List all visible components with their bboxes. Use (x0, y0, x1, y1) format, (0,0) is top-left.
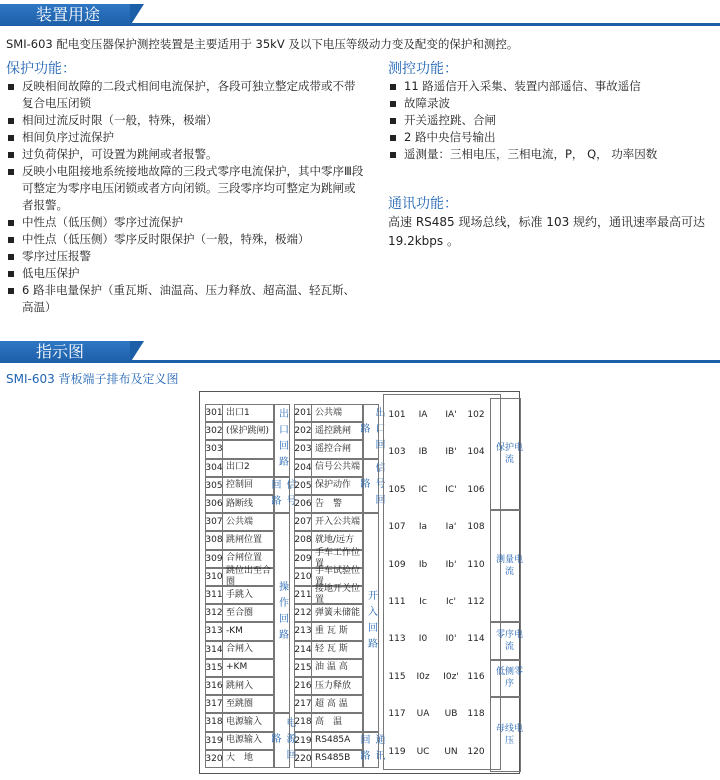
terminal-number: 202 (294, 422, 312, 440)
terminal-signal: UN (444, 746, 458, 757)
terminal-number: 119 (388, 746, 406, 757)
terminal-label: 压力释放 (311, 677, 363, 695)
terminal-number: 102 (467, 410, 485, 420)
terminal-number: 207 (294, 513, 312, 531)
terminal-label: 信号公共端 (311, 459, 363, 477)
terminal-number: 309 (205, 550, 223, 568)
terminal-signal: Ib' (445, 559, 457, 570)
terminal-label: RS485A (311, 732, 363, 750)
terminal-label: 公共端 (311, 404, 363, 422)
list-item: 故障录波 (388, 95, 708, 112)
comm-text: 高速 RS485 现场总线，标准 103 规约，通讯速率最高可达 19.2kbps 。 (388, 215, 706, 248)
terminal-signal: Ic' (445, 597, 457, 607)
terminal-label: 控制回 (222, 477, 274, 495)
terminal-label: 油 温 高 (311, 659, 363, 677)
terminal-signal: UB (444, 709, 458, 720)
section-title: 装置用途 (0, 4, 130, 26)
group-label: 母线电压 (495, 723, 523, 746)
list-item: 6 路非电量保护（重瓦斯、油温高、压力释放、超高温、轻瓦斯、高温） (6, 282, 366, 316)
terminal-label: 遥控合闸 (311, 440, 363, 458)
group-label: 开入回路 (363, 513, 379, 731)
terminal-number: 307 (205, 513, 223, 531)
terminal-label: 合闸入 (222, 641, 274, 659)
group-label: 保护电流 (495, 443, 523, 466)
terminal-number: 203 (294, 440, 312, 458)
terminal-number: 113 (388, 634, 406, 645)
group-label: 电源回路 (274, 713, 290, 768)
section-header-diagram (0, 341, 720, 363)
terminal-number: 220 (294, 750, 312, 768)
terminal-label: 告 警 (311, 495, 363, 513)
terminal-label: 至合圈 (222, 604, 274, 622)
terminal-label: 高 温 (311, 713, 363, 731)
terminal-label: 手车工作位置 (311, 550, 363, 568)
terminal-label: 跳闸入 (222, 677, 274, 695)
measure-list (388, 78, 708, 163)
protection-heading: 保护功能： (6, 61, 76, 77)
terminal-number: 201 (294, 404, 312, 422)
terminal-number: 118 (467, 709, 485, 720)
terminal-number: 104 (467, 447, 485, 458)
terminal-number: 217 (294, 695, 312, 713)
terminal-signal: IB (418, 447, 428, 458)
terminal-number: 317 (205, 695, 223, 713)
terminal-label: 大 地 (222, 750, 274, 768)
list-item: 反映小电阻接地系统接地故障的三段式零序电流保护，其中零序Ⅲ段可整定为零序电压闭锁或者方向闭锁。三段零序均可整定为跳闸或者报警。 (6, 163, 366, 214)
terminal-signal: IA' (445, 410, 457, 420)
terminal-number: 211 (294, 586, 312, 604)
terminal-label: -KM (222, 622, 274, 640)
terminal-diagram (199, 391, 523, 774)
terminal-label: 超 高 温 (311, 695, 363, 713)
terminal-number: 215 (294, 659, 312, 677)
terminal-signal: IB' (445, 447, 457, 458)
terminal-label: +KM (222, 659, 274, 677)
group-label: 零序电流 (495, 630, 523, 653)
terminal-number: 205 (294, 477, 312, 495)
terminal-number: 214 (294, 641, 312, 659)
terminal-number: 219 (294, 732, 312, 750)
terminal-number: 210 (294, 568, 312, 586)
terminal-number: 216 (294, 677, 312, 695)
terminal-number: 117 (388, 709, 406, 720)
terminal-number: 304 (205, 459, 223, 477)
terminal-signal: Ib (418, 559, 428, 570)
section-title: 指示图 (0, 341, 130, 363)
terminal-signal: Ia' (445, 522, 457, 533)
terminal-number: 218 (294, 713, 312, 731)
terminal-number: 114 (467, 634, 485, 645)
terminal-number: 306 (205, 495, 223, 513)
terminal-label: 出口1 (222, 404, 274, 422)
terminal-signal: IC' (445, 484, 457, 495)
terminal-label: 电源输入 (222, 732, 274, 750)
terminal-number: 316 (205, 677, 223, 695)
section-header-purpose (0, 4, 720, 26)
terminal-label: RS485B (311, 750, 363, 768)
protection-list (6, 78, 366, 316)
terminal-number: 313 (205, 622, 223, 640)
terminal-number: 120 (467, 746, 485, 757)
terminal-number: 315 (205, 659, 223, 677)
terminal-signal: I0z' (443, 671, 459, 682)
list-item: 11 路遥信开入采集、装置内部遥信、事故遥信 (388, 78, 708, 95)
terminal-number: 109 (388, 559, 406, 570)
terminal-signal: Ic (419, 597, 427, 607)
terminal-label: 重 瓦 斯 (311, 622, 363, 640)
terminal-number: 116 (467, 671, 485, 682)
terminal-number: 301 (205, 404, 223, 422)
list-item: 中性点（低压侧）零序过流保护 (6, 214, 366, 231)
terminal-signal: I0z (416, 671, 430, 682)
group-label: 信号回路 (363, 459, 379, 514)
terminal-number: 213 (294, 622, 312, 640)
terminal-signal: Ia (418, 522, 428, 533)
terminal-label: 保护动作 (311, 477, 363, 495)
comm-heading: 通讯功能： (388, 196, 458, 212)
terminal-label: 就地/远方 (311, 531, 363, 549)
list-item: 相间过流反时限（一般，特殊，极端） (6, 112, 366, 129)
terminal-number: 319 (205, 732, 223, 750)
terminal-number: 101 (388, 410, 406, 420)
terminal-label: 开入公共端 (311, 513, 363, 531)
group-label: 出口回路 (274, 404, 290, 477)
terminal-number: 318 (205, 713, 223, 731)
terminal-label: (保护跳闸) (222, 422, 274, 440)
terminal-signal: IC (418, 484, 428, 495)
list-item: 中性点（低压侧）零序反时限保护（一般，特殊，极端） (6, 231, 366, 248)
terminal-signal: UC (416, 746, 430, 757)
terminal-label: 至跳圈 (222, 695, 274, 713)
list-item: 过负荷保护，可设置为跳闸或者报警。 (6, 146, 366, 163)
terminal-label: 手跳入 (222, 586, 274, 604)
group-label: 测量电流 (495, 555, 523, 578)
terminal-label: 遥控跳闸 (311, 422, 363, 440)
terminal-label: 出口2 (222, 459, 274, 477)
terminal-number: 303 (205, 440, 223, 458)
group-label: 通讯回路 (363, 732, 379, 768)
measure-heading: 测控功能： (388, 61, 458, 77)
terminal-label: 合闸位置 (222, 550, 274, 568)
terminal-number: 115 (388, 671, 406, 682)
terminal-signal: IA (418, 410, 428, 420)
terminal-label: 路断线 (222, 495, 274, 513)
list-item: 开关遥控跳、合闸 (388, 112, 708, 129)
terminal-label: 电源输入 (222, 713, 274, 731)
terminal-number: 308 (205, 531, 223, 549)
terminal-number: 312 (205, 604, 223, 622)
terminal-label (222, 440, 274, 458)
terminal-number: 112 (467, 597, 485, 607)
list-item: 低电压保护 (6, 265, 366, 282)
terminal-label: 跳位出至合圈 (222, 568, 274, 586)
list-item: 零序过压报警 (6, 248, 366, 265)
diagram-title: SMI-603 背板端子排布及定义图 (6, 372, 179, 386)
terminal-number: 305 (205, 477, 223, 495)
group-label: 信号回路 (274, 477, 290, 513)
terminal-label: 弹簧未储能 (311, 604, 363, 622)
terminal-number: 103 (388, 447, 406, 458)
terminal-label: 公共端 (222, 513, 274, 531)
terminal-number: 314 (205, 641, 223, 659)
terminal-number: 310 (205, 568, 223, 586)
terminal-label: 手车试验位置 (311, 568, 363, 586)
terminal-number: 107 (388, 522, 406, 533)
terminal-label: 跳闸位置 (222, 531, 274, 549)
intro-text: SMI-603 配电变压器保护测控装置是主要适用于 35kV 及以下电压等级动力变及配变的保护和测控。 (6, 37, 519, 51)
terminal-number: 106 (467, 484, 485, 495)
terminal-number: 302 (205, 422, 223, 440)
terminal-signal: I0 (418, 634, 428, 645)
terminal-number: 110 (467, 559, 485, 570)
terminal-number: 212 (294, 604, 312, 622)
terminal-number: 311 (205, 586, 223, 604)
terminal-number: 320 (205, 750, 223, 768)
terminal-label: 轻 瓦 斯 (311, 641, 363, 659)
terminal-signal: UA (416, 709, 430, 720)
group-label: 低侧零序 (495, 667, 523, 690)
list-item: 2 路中央信号输出 (388, 129, 708, 146)
terminal-number: 209 (294, 550, 312, 568)
terminal-number: 206 (294, 495, 312, 513)
list-item: 相间负序过流保护 (6, 129, 366, 146)
terminal-number: 208 (294, 531, 312, 549)
terminal-number: 111 (388, 597, 406, 607)
terminal-number: 105 (388, 484, 406, 495)
terminal-signal: I0' (445, 634, 457, 645)
group-label: 出口回路 (363, 404, 379, 459)
divider (130, 360, 720, 363)
terminal-label: 接地开关位置 (311, 586, 363, 604)
group-label: 操作回路 (274, 513, 290, 713)
list-item: 遥测量：三相电压，三相电流，P， Q， 功率因数 (388, 146, 708, 163)
divider (130, 23, 720, 26)
terminal-number: 108 (467, 522, 485, 533)
list-item: 反映相间故障的二段式相间电流保护，各段可独立整定成带或不带复合电压闭锁 (6, 78, 366, 112)
terminal-number: 204 (294, 459, 312, 477)
